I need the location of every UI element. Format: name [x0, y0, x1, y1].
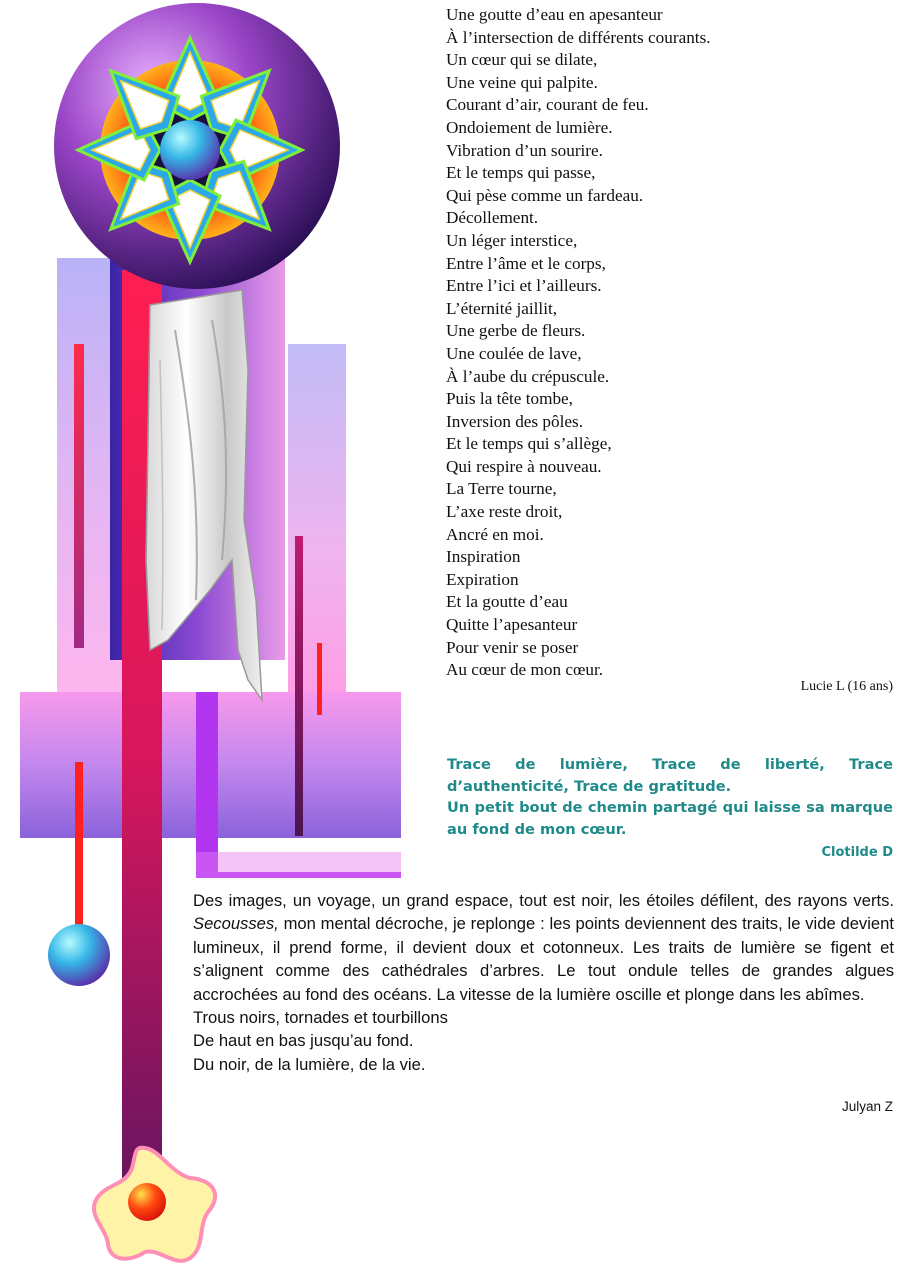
- violet-frame-inner: [218, 852, 401, 872]
- poem-line: Au cœur de mon cœur.: [446, 660, 604, 680]
- poem-line: Une goutte d’eau en apesanteur: [446, 5, 663, 24]
- poem-line: La Terre tourne,: [446, 479, 557, 499]
- poem-line: Entre l’ici et l’ailleurs.: [446, 276, 602, 296]
- poem-line: À l’aube du crépuscule.: [446, 366, 610, 386]
- trace-line-2: Un petit bout de chemin partagé qui laisse sa marque au fond de mon cœur.: [447, 799, 893, 838]
- thin-bar: [295, 536, 303, 836]
- thin-bar: [74, 344, 84, 648]
- trace-line-1: Trace de lumière, Trace de liberté, Trace d’authenticité, Trace de gratitude.: [447, 756, 893, 795]
- prose-author: Julyan Z: [841, 1099, 893, 1114]
- violet-frame: [196, 692, 218, 878]
- poem-line: Ondoiement de lumière.: [446, 117, 613, 137]
- poem-line: L’éternité jaillit,: [446, 298, 558, 318]
- poem: [446, 4, 906, 682]
- poem-line: Expiration: [446, 569, 519, 589]
- poem-line: Qui pèse comme un fardeau.: [446, 185, 644, 205]
- poem-line: Pour venir se poser: [446, 637, 579, 657]
- poem-line: Décollement.: [446, 208, 539, 228]
- thin-bar: [75, 762, 83, 930]
- prose-part-2: mon mental décroche, je replonge : les points deviennent des traits, le vide devient lumineux, il prend forme, il devient doux et cotonneux. Les traits de lumière se figent et s’alignent comme des cathédrales d’arbres. Le tout ondule telles de grandes algues accrochées au fond des océans. La vitesse de la lumière oscille et plonge dans les abîmes.: [193, 914, 894, 1004]
- poem-line: Inversion des pôles.: [446, 411, 583, 431]
- poem-line: Inspiration: [446, 547, 521, 567]
- poem-line: Ancré en moi.: [446, 524, 544, 544]
- flower-center: [128, 1183, 166, 1221]
- poem-line: L’axe reste droit,: [446, 502, 563, 522]
- poem-line: Entre l’âme et le corps,: [446, 253, 606, 273]
- prose-paragraph: [193, 889, 894, 1006]
- poem-line: Qui respire à nouveau.: [446, 456, 602, 476]
- poem-line: Un léger interstice,: [446, 230, 578, 250]
- poem-line: Puis la tête tombe,: [446, 389, 573, 409]
- prose-part-1: Des images, un voyage, un grand espace, tout est noir, les étoiles défilent, des rayons verts.: [193, 891, 894, 910]
- prose-line-4: Du noir, de la lumière, de la vie.: [193, 1054, 426, 1074]
- poem-line: Une veine qui palpite.: [446, 72, 598, 92]
- pendulum-ball: [48, 924, 110, 986]
- trace-author: Clotilde D: [821, 845, 893, 860]
- decorative-artwork: [0, 0, 420, 1278]
- poem-line: Vibration d’un sourire.: [446, 140, 603, 160]
- prose-italic: Secousses,: [193, 914, 279, 934]
- poem-line: Et le temps qui passe,: [446, 163, 596, 183]
- poem-line: Et la goutte d’eau: [446, 592, 568, 612]
- poem-line: Une gerbe de fleurs.: [446, 321, 586, 341]
- poem-line: À l’intersection de différents courants.: [446, 27, 711, 47]
- prose-line-3: De haut en bas jusqu’au fond.: [193, 1031, 414, 1051]
- prose-line-2: Trous noirs, tornades et tourbillons: [193, 1008, 448, 1028]
- poem-line: Et le temps qui s’allège,: [446, 434, 612, 454]
- cyan-ball: [160, 120, 220, 180]
- poem-author: Lucie L (16 ans): [800, 679, 893, 694]
- poem-line: Un cœur qui se dilate,: [446, 50, 598, 70]
- poem-line: Courant d’air, courant de feu.: [446, 95, 649, 115]
- poem-line: Une coulée de lave,: [446, 343, 582, 363]
- poem-line: Quitte l’apesanteur: [446, 615, 578, 635]
- thin-bar: [317, 643, 322, 715]
- prose-text: [193, 889, 894, 1076]
- trace-text: [447, 754, 893, 840]
